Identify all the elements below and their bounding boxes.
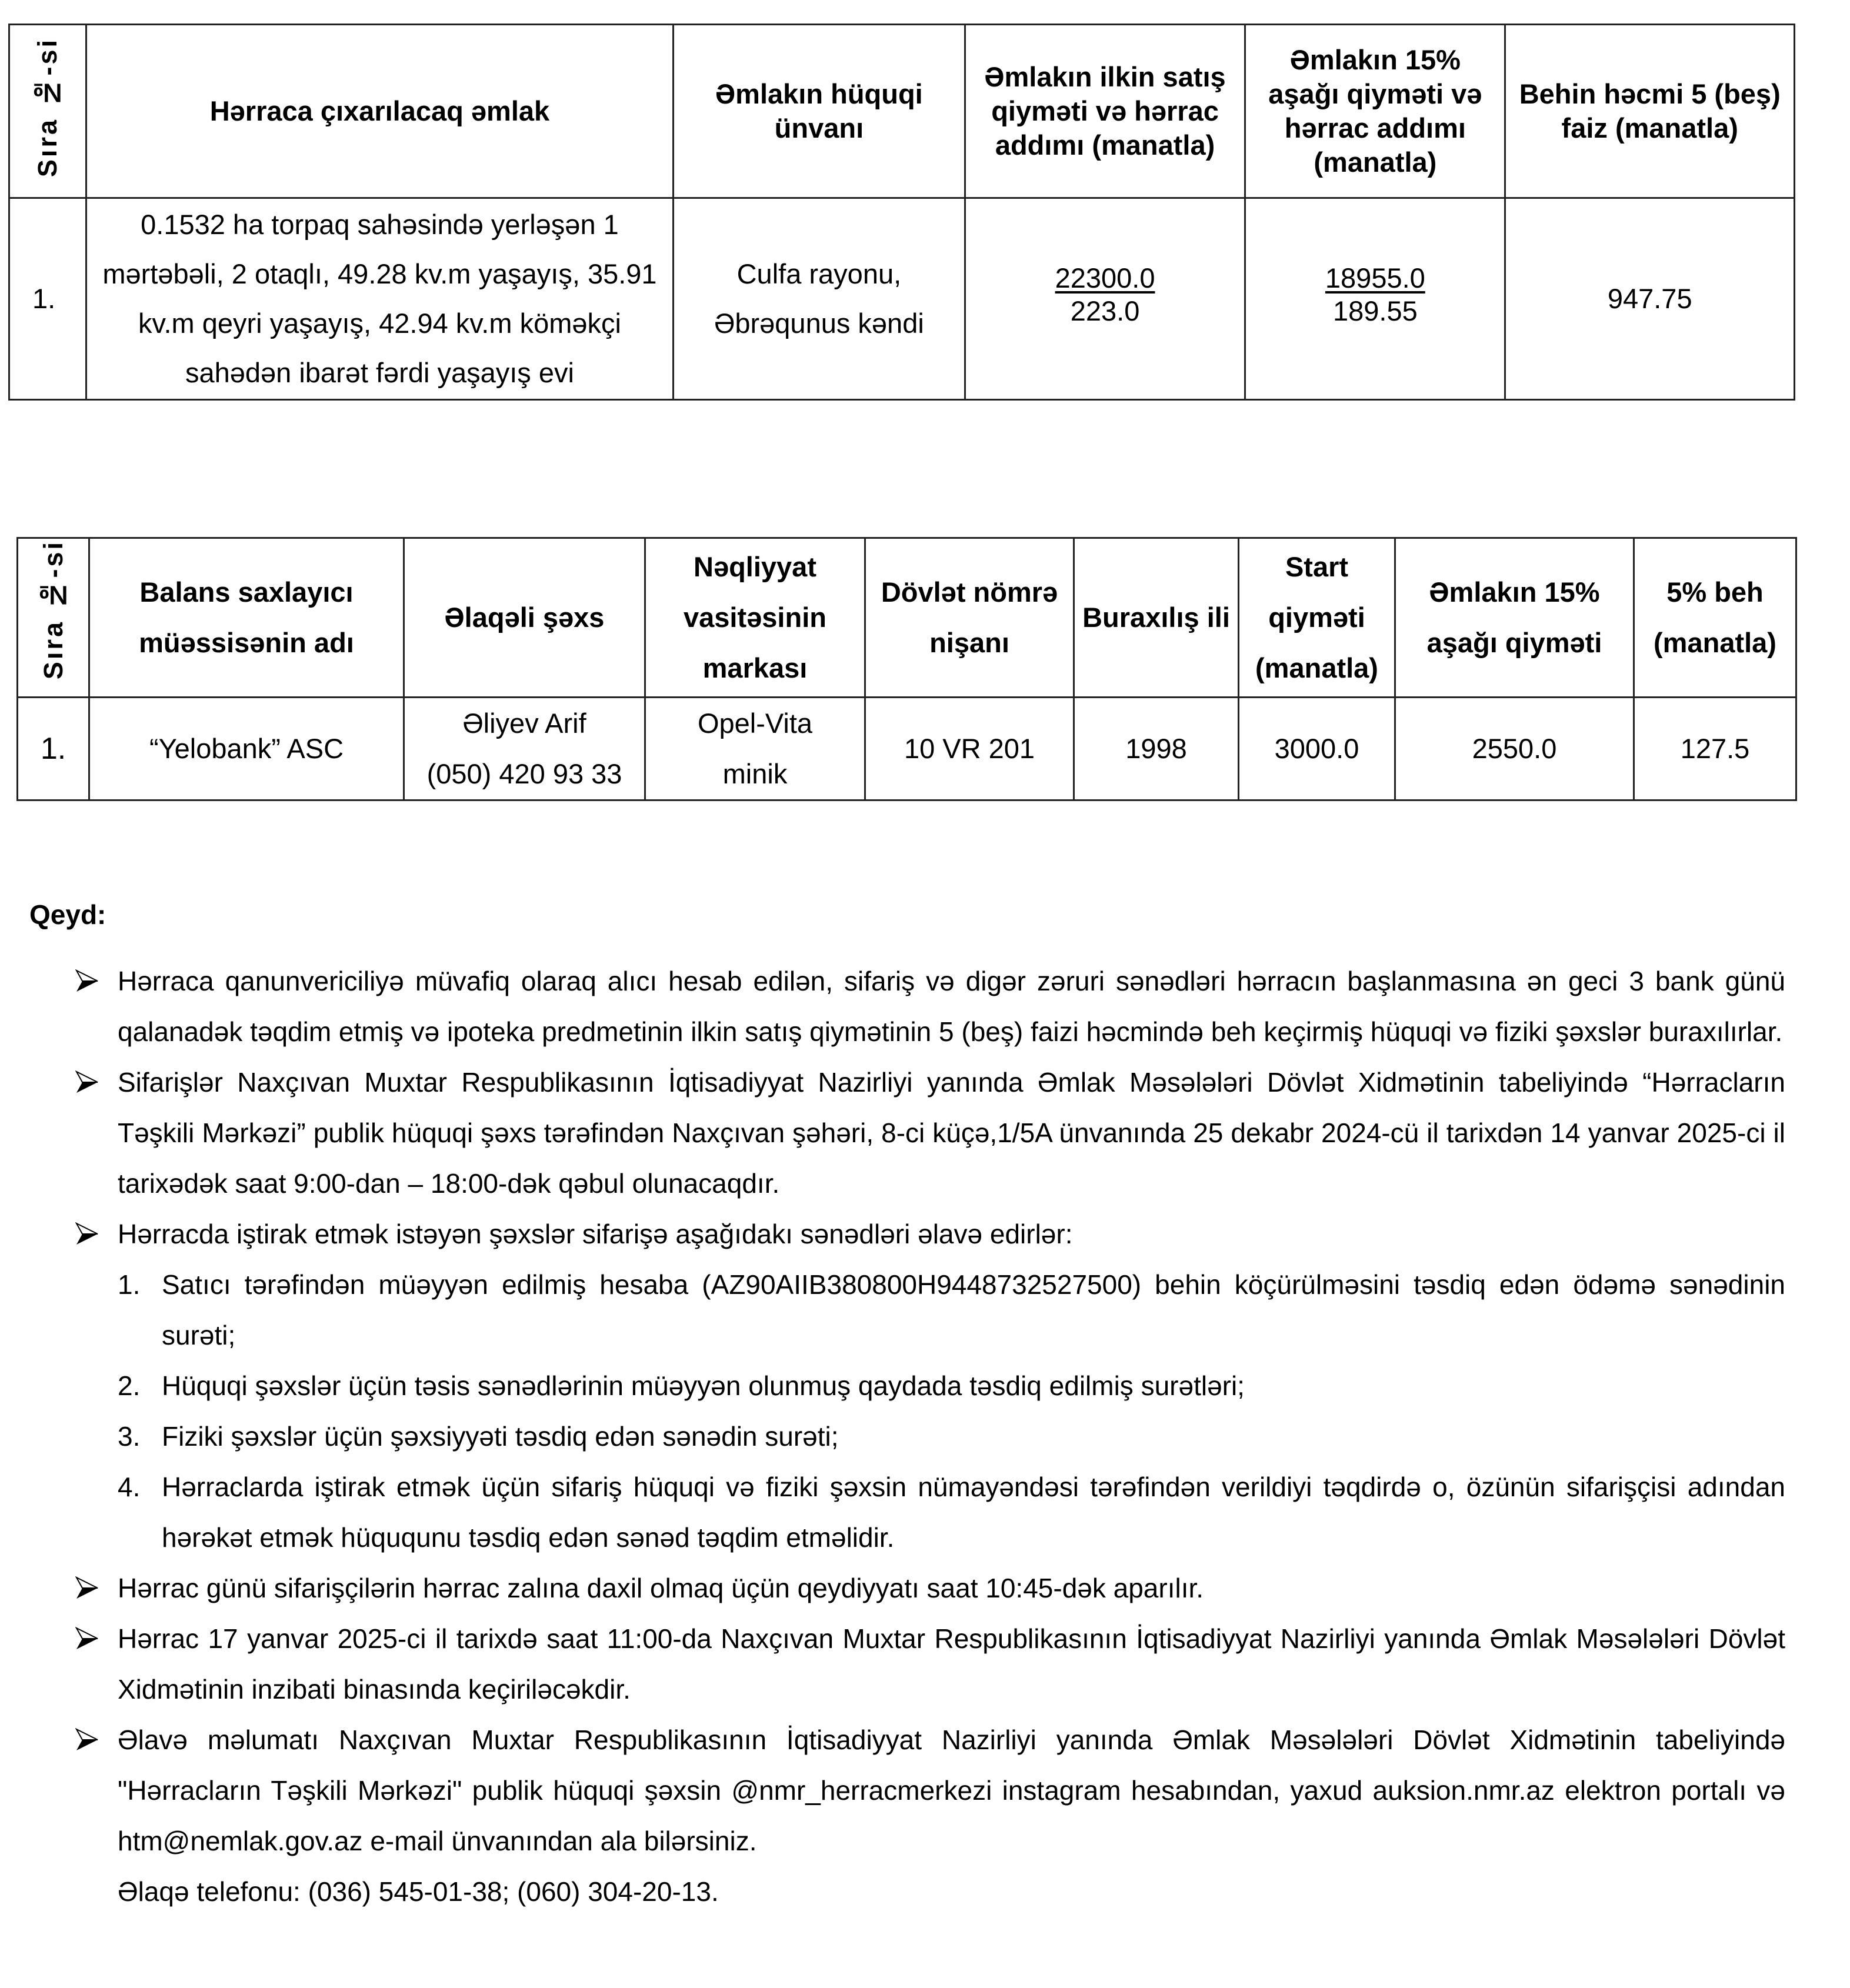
arrow-bullet-icon xyxy=(75,1563,102,1613)
table-row xyxy=(9,198,1795,400)
plate-number: 10 VR 201 xyxy=(865,698,1074,800)
reduced-auction-step: 189.55 xyxy=(1332,295,1418,326)
contact-name: Əliyev Arif xyxy=(462,708,586,739)
document-item xyxy=(29,1259,1785,1360)
arrow-bullet-icon xyxy=(75,1613,102,1664)
header-start-price: Start qiyməti (manatla) xyxy=(1239,538,1395,698)
vehicle-model: Opel-Vita xyxy=(697,708,813,739)
document-text: Hüquqi şəxslər üçün təsis sənədlərinin müəyyən olunmuş qaydada təsdiq edilmiş surətləri; xyxy=(162,1370,1245,1401)
contact-phone: (050) 420 93 33 xyxy=(426,758,622,789)
header-row-number: Sıra №-si xyxy=(9,25,86,198)
document-text: Hərraclarda iştirak etmək üçün sifariş hüquqi və fiziki şəxsin nümayəndəsi tərəfindən verildiyi təqdirdə o, özünün sifarişçisi adından hərəkət etmək hüququnu təsdiq edən sənəd təqdim etməlidir. xyxy=(162,1472,1785,1553)
note-item: Hərrac 17 yanvar 2025-ci il tarixdə saat 11:00-da Naxçıvan Muxtar Respublikasının İqtisadiyyat Nazirliyi yanında Əmlak Məsələləri Dövlət Xidmətinin inzibati binasında keçiriləcəkdir. xyxy=(29,1613,1785,1715)
header-year: Buraxılış ili xyxy=(1074,538,1239,698)
table-header-row xyxy=(18,538,1796,698)
document-item xyxy=(29,1462,1785,1563)
document-item xyxy=(29,1360,1785,1411)
address-district: Culfa rayonu, xyxy=(736,258,902,289)
document-text: Fiziki şəxslər üçün şəxsiyyəti təsdiq edən sənədin surəti; xyxy=(162,1421,839,1452)
vehicle-auction-table xyxy=(16,537,1797,801)
header-property: Hərraca çıxarılacaq əmlak xyxy=(86,25,673,198)
note-item: Əlavə məlumatı Naxçıvan Muxtar Respublikasının İqtisadiyyat Nazirliyi yanında Əmlak Məsələləri Dövlət Xidmətinin tabeliyində "Hərracların Təşkili Mərkəzi" publik hüquqi şəxsin @nmr_herracmerkezi instagram hesabından, yaxud auksion.nmr.az elektron portalı və htm@nemlak.gov.az e-mail ünvanından ala bilərsiniz. xyxy=(29,1715,1785,1866)
header-contact-person: Əlaqəli şəxs xyxy=(404,538,645,698)
document-number: 4. xyxy=(118,1472,141,1502)
property-description: 0.1532 ha torpaq sahəsində yerləşən 1 mərtəbəli, 2 otaqlı, 49.28 kv.m yaşayış, 35.91 kv.m qeyri yaşayış, 42.94 kv.m köməkçi sahədən ibarət fərdi yaşayış evi xyxy=(86,198,673,400)
balance-holder: “Yelobank” ASC xyxy=(89,698,404,800)
deposit-amount: 127.5 xyxy=(1634,698,1796,800)
initial-price: 22300.0 xyxy=(1055,262,1155,293)
table-header-row xyxy=(9,25,1795,198)
vehicle-brand xyxy=(645,698,865,800)
initial-auction-step: 223.0 xyxy=(1070,295,1140,326)
document-number: 2. xyxy=(118,1370,141,1401)
note-item: Hərracda iştirak etmək istəyən şəxslər sifarişə aşağıdakı sənədləri əlavə edirlər: xyxy=(29,1209,1785,1259)
header-balance-holder: Balans saxlayıcı müəssisənin adı xyxy=(89,538,404,698)
arrow-bullet-icon xyxy=(75,1057,102,1108)
header-row-number: Sıra №-si xyxy=(18,538,89,698)
header-reduced-price: Əmlakın 15% aşağı qiyməti və hərrac addımı (manatla) xyxy=(1245,25,1505,198)
property-auction-table xyxy=(8,24,1795,401)
initial-price-cell xyxy=(965,198,1245,400)
header-plate-number: Dövlət nömrə nişanı xyxy=(865,538,1074,698)
header-deposit: Behin həcmi 5 (beş) faiz (manatla) xyxy=(1505,25,1795,198)
notes-section xyxy=(29,897,1785,1917)
start-price: 3000.0 xyxy=(1239,698,1395,800)
contact-person xyxy=(404,698,645,800)
note-item: Sifarişlər Naxçıvan Muxtar Respublikasının İqtisadiyyat Nazirliyi yanında Əmlak Məsələləri Dövlət Xidmətinin tabeliyində “Hərracların Təşkili Mərkəzi” publik hüquqi şəxs tərəfindən Naxçıvan şəhəri, 8-ci küçə,1/5A ünvanında 25 dekabr 2024-cü il tarixdən 14 yanvar 2025-ci il tarixədək saat 9:00-dan – 18:00-dək qəbul olunacaqdır. xyxy=(29,1057,1785,1209)
document-text: Satıcı tərəfindən müəyyən edilmiş hesaba (AZ90AIIB380800H9448732527500) behin köçürülməsini təsdiq edən ödəmə sənədinin surəti; xyxy=(162,1269,1785,1350)
header-deposit: 5% beh (manatla) xyxy=(1634,538,1796,698)
arrow-bullet-icon xyxy=(75,1209,102,1259)
address-village: Əbrəqunus kəndi xyxy=(714,308,924,339)
header-address: Əmlakın hüquqi ünvanı xyxy=(673,25,965,198)
vehicle-type: minik xyxy=(722,758,788,789)
header-reduced-price: Əmlakın 15% aşağı qiyməti xyxy=(1395,538,1634,698)
note-item: Hərrac günü sifarişçilərin hərrac zalına daxil olmaq üçün qeydiyyatı saat 10:45-dək aparılır. xyxy=(29,1563,1785,1613)
header-initial-price: Əmlakın ilkin satış qiyməti və hərrac addımı (manatla) xyxy=(965,25,1245,198)
table-row xyxy=(18,698,1796,800)
header-vehicle-brand: Nəqliyyat vasitəsinin markası xyxy=(645,538,865,698)
property-address xyxy=(673,198,965,400)
reduced-price: 2550.0 xyxy=(1395,698,1634,800)
row-number: 1. xyxy=(18,698,89,800)
note-item: Hərraca qanunvericiliyə müvafiq olaraq alıcı hesab edilən, sifariş və digər zəruri sənədləri hərracın başlanmasına ən geci 3 bank günü qalanadək təqdim etmiş və ipoteka predmetinin ilkin satış qiymətinin 5 (beş) faizi həcmində beh keçirmiş hüquqi və fiziki şəxslər buraxılırlar. xyxy=(29,956,1785,1057)
reduced-price: 18955.0 xyxy=(1325,262,1425,293)
reduced-price-cell xyxy=(1245,198,1505,400)
document-item xyxy=(29,1411,1785,1462)
arrow-bullet-icon xyxy=(75,1715,102,1765)
document-number: 1. xyxy=(118,1269,141,1300)
deposit-amount: 947.75 xyxy=(1505,198,1795,400)
document-number: 3. xyxy=(118,1421,141,1452)
notes-title: Qeyd: xyxy=(29,899,106,930)
row-number: 1. xyxy=(9,198,86,400)
arrow-bullet-icon xyxy=(75,956,102,1006)
contact-phones: Əlaqə telefonu: (036) 545-01-38; (060) 304-20-13. xyxy=(118,1876,719,1907)
release-year: 1998 xyxy=(1074,698,1239,800)
